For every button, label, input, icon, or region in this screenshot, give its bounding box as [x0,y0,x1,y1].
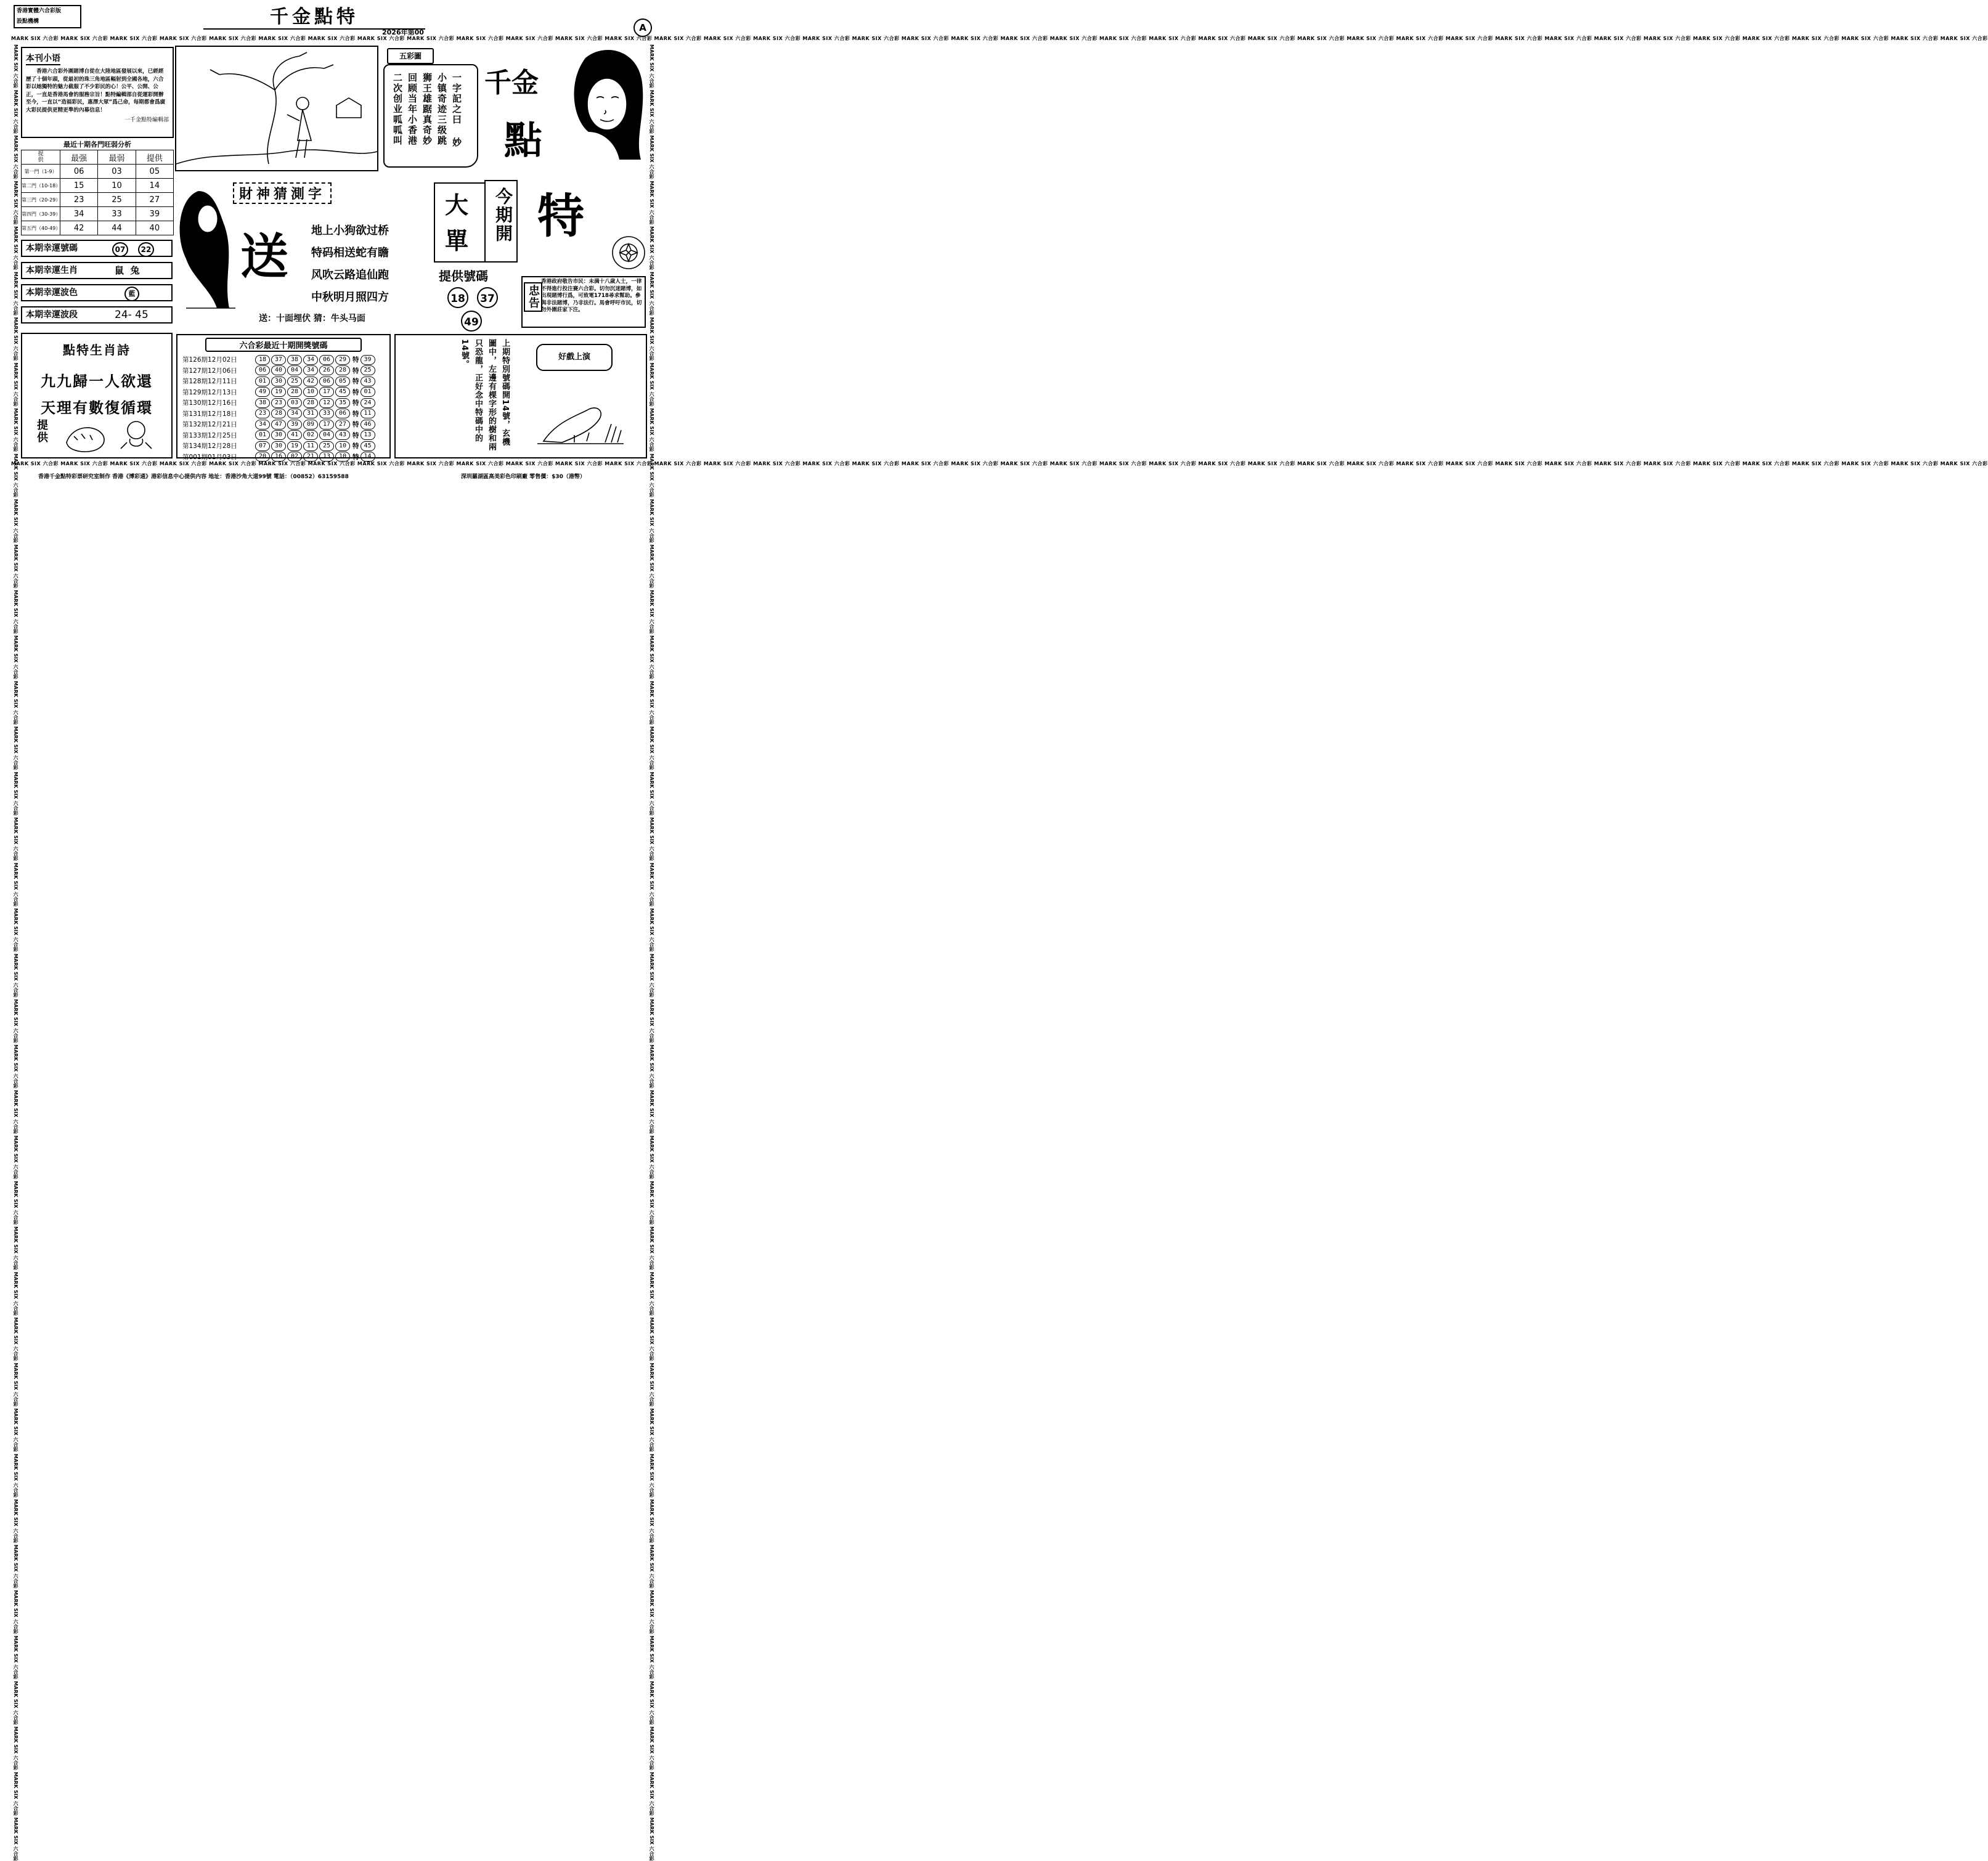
draw-ball: 28 [271,409,286,418]
stats-row-label: 第二門（10-18） [22,179,60,193]
draws-box [176,334,391,461]
stats-cell: 06 [60,165,98,179]
draw-special-label: 特 [352,442,359,450]
stats-cell: 10 [98,179,136,193]
brand-dian: 點 [504,118,543,163]
stats-cell: 33 [98,207,136,221]
draw-ball: 26 [319,365,334,375]
draw-ball: 34 [303,355,318,365]
draw-special-label: 特 [352,367,359,375]
zodiac-poem-title: 點特生肖詩 [63,343,131,357]
tree-figure-image [176,47,377,170]
header-title: 千金點特 [270,6,359,28]
draw-ball: 04 [287,365,302,375]
stats-cell: 23 [60,193,98,207]
draw-row [182,397,389,409]
lucky-color-label: 本期幸運波色 [26,288,78,298]
draw-ball: 05 [335,377,350,386]
draw-ball: 31 [303,409,318,418]
draw-ball: 34 [287,409,302,418]
draw-special-ball: 45 [361,441,375,451]
draw-ball: 02 [303,430,318,440]
intro-box [21,47,174,138]
draw-ball: 23 [255,409,270,418]
draw-period: 第129期12月13日 [182,388,237,396]
draw-ball: 06 [255,365,270,375]
border-pattern-top: MARK SIX 六合彩 MARK SIX 六合彩 MARK SIX 六合彩 MARK SIX 六合彩 MARK SIX 六合彩 MARK SIX 六合彩 MARK SIX 六合彩 MARK SIX 六合彩 MARK SIX 六合彩 MARK SIX 六合彩 MARK SIX 六合彩 MARK SIX 六合彩 MARK SIX 六合彩 MARK SIX 六合彩 MARK SIX 六合彩 MARK SIX 六合彩 MARK SIX 六合彩 MARK SIX 六合彩 MARK SIX 六合彩 MARK SIX 六合彩 MARK SIX 六合彩 MARK SIX 六合彩 MARK SIX 六合彩 MARK SIX 六合彩 MARK SIX 六合彩 MARK SIX 六合彩 MARK SIX 六合彩 MARK SIX 六合彩 MARK SIX 六合彩 MARK SIX 六合彩 MARK SIX 六合彩 MARK SIX 六合彩 MARK SIX 六合彩 MARK SIX 六合彩 MARK SIX 六合彩 MARK SIX 六合彩 MARK SIX 六合彩 MARK SIX 六合彩 MARK SIX 六合彩 MARK SIX 六合彩 [11,36,1988,41]
brand-qianjin: 千金 [484,67,539,99]
draw-special-ball: 46 [361,420,375,430]
stats-row-label: 第四門（30-39） [22,207,60,221]
draw-ball: 01 [255,430,270,440]
draw-period: 第131期12月18日 [182,410,237,418]
draw-ball: 34 [255,420,270,430]
draw-ball: 38 [255,398,270,408]
draw-ball: 20 [255,452,270,462]
footer-left: 香港千金點特彩票研究室制作 香港《博彩通》港彩信息中心提供内容 地址：香港沙角大道99號 電話：（00852）63159588 [38,474,349,480]
border-pattern-left: MARK SIX 六合彩 MARK SIX 六合彩 MARK SIX 六合彩 MARK SIX 六合彩 MARK SIX 六合彩 MARK SIX 六合彩 MARK SIX 六合彩 MARK SIX 六合彩 MARK SIX 六合彩 MARK SIX 六合彩 MARK SIX 六合彩 MARK SIX 六合彩 MARK SIX 六合彩 MARK SIX 六合彩 MARK SIX 六合彩 MARK SIX 六合彩 MARK SIX 六合彩 MARK SIX 六合彩 MARK SIX 六合彩 MARK SIX 六合彩 MARK SIX 六合彩 MARK SIX 六合彩 MARK SIX 六合彩 MARK SIX 六合彩 MARK SIX 六合彩 MARK SIX 六合彩 MARK SIX 六合彩 MARK SIX 六合彩 MARK SIX 六合彩 MARK SIX 六合彩 MARK SIX 六合彩 MARK SIX 六合彩 MARK SIX 六合彩 MARK SIX 六合彩 MARK SIX 六合彩 MARK SIX 六合彩 MARK SIX 六合彩 MARK SIX 六合彩 MARK SIX 六合彩 MARK SIX 六合彩 [13,44,18,1861]
lucky-range-value: 24- 45 [115,309,149,321]
draw-ball: 28 [303,398,318,408]
header-left-label [14,5,81,28]
draw-row [182,441,389,452]
stats-cell: 39 [136,207,173,221]
draw-special-ball: 13 [361,430,375,440]
draw-period: 第134期12月28日 [182,442,237,450]
footer-right: 深圳羅湖區高美彩色印刷廠 零售價：$30（港幣） [461,474,585,480]
stats-header-strong: 最强 [60,150,98,165]
draw-ball: 04 [319,430,334,440]
hk-emblem-icon [610,234,647,271]
poem-line: 二次创业呱呱叫 [392,73,403,146]
draw-ball: 41 [287,430,302,440]
stats-cell: 25 [98,193,136,207]
zodiac-provide-label: 提供 [35,419,48,444]
last-issue-banner [536,344,613,371]
lucky-range-label: 本期幸運波段 [26,310,78,320]
draw-special-label: 特 [352,453,359,461]
draw-row [182,387,389,398]
draw-special-label: 特 [352,431,359,439]
guess-line: 特码相送蛇有瞻 [311,246,389,259]
zodiac-poem-box [21,333,173,458]
draw-ball: 07 [255,441,270,451]
draw-ball: 25 [287,377,302,386]
draws-list [177,354,389,462]
woman-portrait-image [561,46,647,163]
draw-row [182,419,389,430]
stats-cell: 42 [60,221,98,235]
stats-header-weak: 最弱 [98,150,136,165]
lucky-color-box [21,284,173,301]
draw-ball: 06 [319,377,334,386]
dadan-number-ball: 49 [461,311,482,332]
stats-corner: 提 供 [22,150,60,165]
poem-line: 小镇奇迹三级跳 [436,73,447,146]
brand-te: 特 [537,189,584,243]
stats-row-label: 第三門（20-29） [22,193,60,207]
poem-badge: 五彩圖 [387,48,434,64]
draw-ball: 06 [335,409,350,418]
draw-special-label: 特 [352,388,359,396]
draw-ball: 45 [335,387,350,397]
draw-ball: 33 [319,409,334,418]
zodiac-poem-line-1: 九九歸一人欲還 [41,372,153,390]
dinosaur-image [537,392,624,447]
draw-row [182,354,389,365]
dadan-right-label: 今期開 [493,187,513,243]
stats-table [21,150,174,235]
draw-special-ball: 01 [361,387,375,397]
header-left-line-1: 香港實體六合彩版 [17,8,62,14]
lucky-range-box [21,306,173,324]
lucky-zodiac-box [21,262,173,279]
last-issue-heading: 上期特別號碼開14號，玄機圖中，左邊有棵字形的樹和兩只恐龍，正好念中特碼中的14號。 [460,339,510,451]
draw-ball: 17 [319,420,334,430]
draw-period: 第001期01月03日 [182,453,237,461]
guess-line: 风吹云路追仙跑 [311,269,389,282]
draw-ball: 37 [271,355,286,365]
stats-cell: 27 [136,193,173,207]
guess-line: 中秋明月照四方 [311,291,389,304]
draw-ball: 27 [335,420,350,430]
draw-special-label: 特 [352,378,359,386]
draw-ball: 34 [303,365,318,375]
draw-period: 第128期12月11日 [182,378,237,386]
draw-ball: 47 [271,420,286,430]
stats-cell: 40 [136,221,173,235]
draw-row [182,376,389,387]
draw-ball: 30 [271,430,286,440]
draw-ball: 10 [335,452,350,462]
intro-signature: 一千金點特編輯部 [124,117,169,123]
draw-ball: 01 [255,377,270,386]
poem-line: 一字記之曰 妙 [451,73,462,148]
draw-ball: 38 [287,355,302,365]
draw-ball: 21 [303,452,318,462]
dadan-provide-label: 提供號碼 [439,269,488,283]
draw-ball: 06 [319,355,334,365]
border-pattern-right: MARK SIX 六合彩 MARK SIX 六合彩 MARK SIX 六合彩 MARK SIX 六合彩 MARK SIX 六合彩 MARK SIX 六合彩 MARK SIX 六合彩 MARK SIX 六合彩 MARK SIX 六合彩 MARK SIX 六合彩 MARK SIX 六合彩 MARK SIX 六合彩 MARK SIX 六合彩 MARK SIX 六合彩 MARK SIX 六合彩 MARK SIX 六合彩 MARK SIX 六合彩 MARK SIX 六合彩 MARK SIX 六合彩 MARK SIX 六合彩 MARK SIX 六合彩 MARK SIX 六合彩 MARK SIX 六合彩 MARK SIX 六合彩 MARK SIX 六合彩 MARK SIX 六合彩 MARK SIX 六合彩 MARK SIX 六合彩 MARK SIX 六合彩 MARK SIX 六合彩 MARK SIX 六合彩 MARK SIX 六合彩 MARK SIX 六合彩 MARK SIX 六合彩 MARK SIX 六合彩 MARK SIX 六合彩 MARK SIX 六合彩 MARK SIX 六合彩 MARK SIX 六合彩 MARK SIX 六合彩 [649,44,654,1861]
corner-badge: A [633,18,652,37]
intro-body: 香港六合彩外圍賭博自從在大陸地區發展以來，已經經歷了十個年頭，從最初的珠三角地區輻射到全國各地，六合彩以她獨特的魅力截服了不少彩民的心！公平、公開、公正，一直是香港馬會的服務宗旨！點特編輯部自從運彩開辦至今，一直以“造福彩民，惠澤大眾”爲己命，每期都會爲廣大彩民提供更精更準的內幕信息！ [26,68,166,113]
lucky-number-ball: 07 [112,242,128,257]
notice-text: 香港政府敬告市民：未满十八歲人士，一律不得進行投注賽六合彩。切勿沉迷賭博，如出現賭博行爲，可致電1718尋求幫助。參與非法賭博，乃非法行。馬會呼吁市民，切勿外圍莊家下注。 [541,279,642,313]
draw-ball: 10 [335,441,350,451]
poem-scroll [383,64,478,168]
scene-illustration [175,46,378,171]
lucky-zodiac-label: 本期幸運生肖 [26,266,78,275]
draw-ball: 12 [319,398,334,408]
poem-line: 回顾当年小香港 [407,73,418,146]
last-issue-banner-text: 好戲上演 [558,352,590,362]
stats-cell: 44 [98,221,136,235]
draw-special-ball: 11 [361,409,375,418]
poem-line: 狮王雄踞真奇妙 [422,73,433,146]
draw-ball: 39 [287,420,302,430]
draw-ball: 28 [335,365,350,375]
draw-special-ball: 25 [361,365,375,375]
table-row [22,207,174,221]
notice-badge: 忠告 [524,282,542,312]
stats-cell: 03 [98,165,136,179]
table-row [22,179,174,193]
issue-label: 2026年第00 [382,28,424,36]
stats-cell: 14 [136,179,173,193]
guess-footer: 送：十面埋伏 猜：牛头马面 [259,314,365,324]
draw-ball: 49 [255,387,270,397]
draw-special-label: 特 [352,399,359,407]
stats-row-label: 第五門（40-49） [22,221,60,235]
draw-ball: 19 [271,387,286,397]
dadan-number-ball: 18 [447,287,468,308]
lucky-color-value: 藍 [124,287,139,301]
dadan-left-box [434,182,486,263]
last-issue-box [394,334,647,458]
lucky-numbers-box [21,240,173,257]
dadan-number-ball: 37 [477,287,498,308]
draw-period: 第132期12月21日 [182,421,237,429]
draw-special-ball: 43 [361,377,375,386]
draw-ball: 29 [335,355,350,365]
draw-special-label: 特 [352,421,359,429]
draw-ball: 10 [303,387,318,397]
draw-ball: 17 [319,387,334,397]
header-left-line-2: 設點機構 [17,18,39,25]
draw-row [182,409,389,420]
draw-special-ball: 14 [361,452,375,462]
draw-ball: 40 [271,365,286,375]
intro-title: 本刊小语 [26,52,60,65]
lucky-numbers-label: 本期幸運號碼 [26,243,78,253]
draw-ball: 11 [303,441,318,451]
draw-ball: 35 [335,398,350,408]
draw-ball: 09 [303,420,318,430]
draw-period: 第127期12月06日 [182,367,237,375]
draw-ball: 19 [287,441,302,451]
draw-row [182,365,389,377]
draw-ball: 16 [271,452,286,462]
tiger-image [60,418,110,455]
stats-cell: 34 [60,207,98,221]
draw-row [182,452,389,463]
lucky-zodiac-value: 鼠 兔 [115,265,140,276]
draw-special-ball: 24 [361,398,375,408]
draw-ball: 28 [287,387,302,397]
draw-ball: 30 [271,441,286,451]
draw-row [182,430,389,441]
guess-big-char: 送 [240,229,289,285]
draw-ball: 03 [287,398,302,408]
dadan-left-label: 大單 [444,192,468,255]
draw-ball: 30 [271,377,286,386]
lucky-number-ball: 22 [138,242,154,257]
dadan-right-box [484,180,518,263]
guess-line: 地上小狗欲过桥 [311,224,389,237]
draws-title: 六合彩最近十期開獎號碼 [205,338,362,352]
draw-ball: 18 [255,355,270,365]
stats-row-label: 第一門（1-9） [22,165,60,179]
stats-header-provide: 提供 [136,150,173,165]
draw-period: 第133期12月25日 [182,431,237,439]
table-row [22,165,174,179]
draw-ball: 13 [319,452,334,462]
draw-ball: 43 [335,430,350,440]
draw-special-label: 特 [352,356,359,364]
zodiac-poem-line-2: 天理有數復循環 [41,399,153,417]
draw-special-label: 特 [352,410,359,418]
guess-title: 財神猜測字 [233,182,332,204]
draw-special-ball: 39 [361,355,375,365]
draw-ball: 25 [319,441,334,451]
stats-cell: 15 [60,179,98,193]
table-row [22,221,174,235]
stats-title: 最近十期各門旺弱分析 [63,140,131,149]
border-pattern-bottom: MARK SIX 六合彩 MARK SIX 六合彩 MARK SIX 六合彩 MARK SIX 六合彩 MARK SIX 六合彩 MARK SIX 六合彩 MARK SIX 六合彩 MARK SIX 六合彩 MARK SIX 六合彩 MARK SIX 六合彩 MARK SIX 六合彩 MARK SIX 六合彩 MARK SIX 六合彩 MARK SIX 六合彩 MARK SIX 六合彩 MARK SIX 六合彩 MARK SIX 六合彩 MARK SIX 六合彩 MARK SIX 六合彩 MARK SIX 六合彩 MARK SIX 六合彩 MARK SIX 六合彩 MARK SIX 六合彩 MARK SIX 六合彩 MARK SIX 六合彩 MARK SIX 六合彩 MARK SIX 六合彩 MARK SIX 六合彩 MARK SIX 六合彩 MARK SIX 六合彩 MARK SIX 六合彩 MARK SIX 六合彩 MARK SIX 六合彩 MARK SIX 六合彩 MARK SIX 六合彩 MARK SIX 六合彩 MARK SIX 六合彩 MARK SIX 六合彩 MARK SIX 六合彩 MARK SIX 六合彩 [11,461,1988,466]
stats-cell: 05 [136,165,173,179]
draw-ball: 02 [287,452,302,462]
draw-ball: 42 [303,377,318,386]
table-row [22,193,174,207]
notice-box [521,276,646,328]
woman-figure-image [174,185,242,327]
draw-period: 第126期12月02日 [182,356,237,364]
draw-period: 第130期12月16日 [182,399,237,407]
monkey-image [115,418,158,455]
draw-ball: 23 [271,398,286,408]
